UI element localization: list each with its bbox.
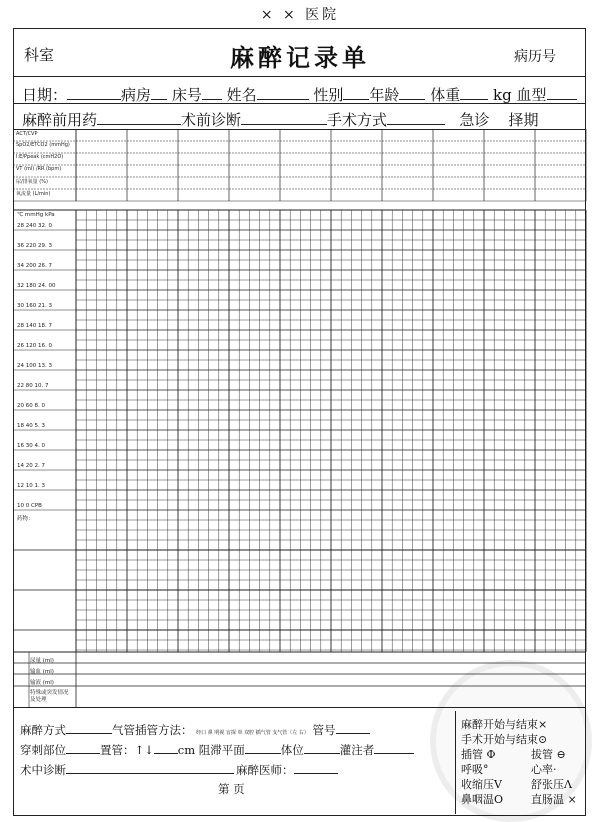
intubation-options[interactable]: 经口 鼻 明视 盲探 单 双腔 插气管 支气管（左 右）: [196, 730, 309, 736]
legend-symbol: ×: [567, 793, 577, 806]
tube-number-field[interactable]: [336, 722, 370, 734]
y-scale-label: 26 120 16. 0: [17, 343, 52, 349]
record-number-label: 病历号: [514, 49, 556, 65]
drug-label: 药物：: [17, 516, 34, 522]
y-scale-label: 28 240 32. 0: [17, 223, 52, 229]
age-label: 年龄: [369, 86, 400, 104]
y-scale-label: 24 100 13. 3: [17, 363, 52, 369]
puncture-site-field[interactable]: [66, 742, 100, 754]
legend-symbol: ·: [553, 763, 557, 776]
legend-symbol: ×: [538, 718, 548, 731]
catheter-label: 置管：↑↓: [100, 743, 154, 757]
chart-units-header: ℃ mmHg kPa: [17, 212, 55, 218]
puncture-site-label: 穿刺部位: [20, 743, 66, 757]
kg-unit: kg: [493, 86, 512, 104]
date-label: 日期：: [22, 86, 68, 104]
page-number: 第 页: [218, 782, 245, 796]
legend-label: 收缩压: [461, 778, 494, 791]
anesthetist-row: [236, 762, 338, 778]
catheter-field[interactable]: [154, 742, 178, 754]
injector-field[interactable]: [374, 742, 414, 754]
watermark-seal: [430, 660, 592, 822]
monitor-row-label: SpO2/ETCO2 (mmHg): [16, 142, 70, 148]
legend-symbol: °: [483, 763, 489, 776]
anesthesia-method-label: 麻醉方式: [20, 723, 66, 737]
footer-row-1: [20, 722, 370, 738]
legend-symbol: Λ: [564, 778, 572, 791]
y-scale-label: 14 20 2. 7: [17, 463, 45, 469]
legend-label: 心率: [531, 763, 553, 776]
surgery-method-label: 手术方式: [327, 111, 388, 129]
legend-label: 插管: [461, 748, 483, 761]
position-field[interactable]: [304, 742, 340, 754]
anesthetist-label: 麻醉医师：: [236, 763, 294, 777]
weight-label: 体重: [430, 86, 461, 104]
urine-output-label: 尿量 (ml): [30, 658, 54, 664]
anesthetist-field[interactable]: [294, 762, 338, 774]
legend-label: 舒张压: [531, 778, 564, 791]
y-scale-label: 20 60 8. 0: [17, 403, 45, 409]
blood-transfusion-label: 输血 (ml): [30, 669, 54, 675]
intraop-diagnosis-label: 术中诊断: [20, 763, 66, 777]
bed-label: 床号: [171, 86, 202, 104]
y-scale-label: 32 180 24. 00: [17, 283, 56, 289]
legend-symbol: O: [494, 793, 504, 806]
intubation-label: 气管插管方法：: [112, 723, 193, 737]
monitor-row-label: VT (ml) /RR (bpm): [16, 166, 62, 172]
legend-label: 鼻咽温: [461, 793, 494, 806]
sex-label: 性别: [313, 86, 344, 104]
fluid-infusion-label: 输液 (ml): [30, 680, 54, 686]
y-scale-label: 12 10 1. 3: [17, 483, 45, 489]
anesthesia-method-field[interactable]: [66, 722, 112, 734]
special-events-label: 特殊或突发情况及处理: [30, 690, 69, 703]
y-scale-label: 28 140 18. 7: [17, 323, 52, 329]
y-scale-label: 36 220 29. 3: [17, 243, 52, 249]
intraop-diagnosis-field[interactable]: [66, 762, 234, 774]
monitor-row-label: ACT/CVP: [16, 131, 38, 137]
preop-diagnosis-label: 术前诊断: [181, 111, 242, 129]
injector-label: 灌注者: [339, 743, 375, 757]
block-level-field[interactable]: [245, 742, 281, 754]
footer-row-3: [20, 762, 234, 778]
monitor-row-label: 尿/排氧量 (%): [16, 179, 48, 185]
name-label: 姓名: [226, 86, 257, 104]
elective-label[interactable]: 择期: [508, 111, 539, 129]
y-scale-label: 34 200 26. 7: [17, 263, 52, 269]
legend-symbol: ⊖: [556, 748, 566, 761]
legend-label: 直肠温: [531, 793, 564, 806]
y-scale-label: 30 160 21. 3: [17, 303, 52, 309]
emergency-label[interactable]: 急诊: [459, 111, 490, 129]
blood-type-label: 血型: [516, 86, 547, 104]
legend-symbol: Φ: [486, 748, 496, 761]
tube-number-label: 管号: [312, 723, 336, 737]
form-title: 麻醉记录单: [230, 43, 370, 72]
hospital-header: × × 医院: [260, 7, 340, 23]
ward-label: 病房: [121, 86, 152, 104]
monitor-row-label: I:E/Ppeak (cmH2O): [16, 154, 64, 160]
footer-row-2: [20, 742, 414, 758]
premedication-label: 麻醉前用药: [22, 111, 98, 129]
legend-label: 手术开始与结束: [461, 733, 538, 746]
block-level-label: cm 阻滞平面: [177, 743, 245, 757]
position-label: 体位: [280, 743, 304, 757]
legend-symbol: V: [494, 778, 502, 791]
department-label: 科室: [24, 46, 55, 64]
y-scale-label: 18 40 5. 3: [17, 423, 45, 429]
legend-label: 呼吸: [461, 763, 483, 776]
y-scale-label: 10 0 CPB: [17, 503, 42, 509]
y-scale-label: 22 80 10. 7: [17, 383, 49, 389]
monitor-row-label: 氧流量 (L/min): [16, 191, 51, 197]
legend-label: 麻醉开始与结束: [461, 718, 538, 731]
y-scale-label: 16 30 4. 0: [17, 443, 45, 449]
legend-symbol: ⊙: [538, 733, 548, 746]
legend-label: 拔管: [531, 748, 553, 761]
